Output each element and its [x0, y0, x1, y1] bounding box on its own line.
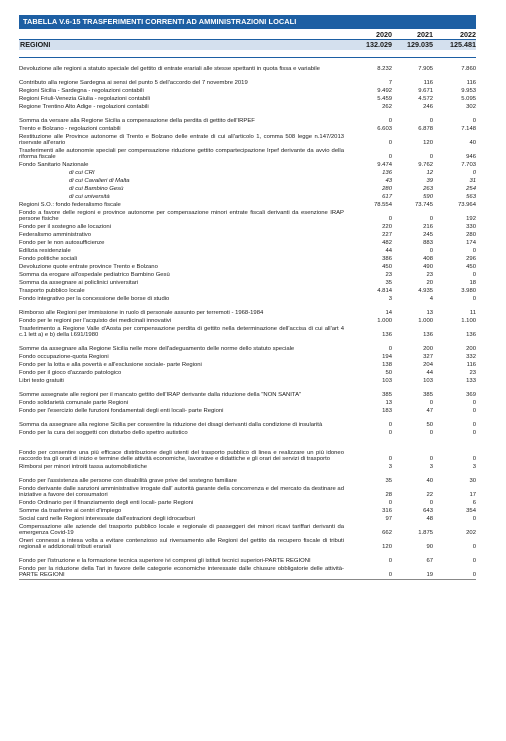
value-2022: 23 [469, 369, 476, 376]
value-2021: 120 [423, 139, 433, 146]
table-row [19, 254, 476, 262]
value-2021: 327 [423, 353, 433, 360]
value-2022: 11 [469, 309, 476, 316]
table-row [19, 200, 476, 208]
value-2020: 0 [388, 117, 392, 124]
value-2022: 0 [472, 455, 476, 462]
table-row [19, 462, 476, 470]
value-2020: 194 [382, 353, 392, 360]
value-2022: 280 [466, 231, 476, 238]
value-2021: 47 [426, 407, 433, 414]
table-row [19, 514, 476, 522]
value-2021: 4.935 [418, 287, 433, 294]
value-2022: 7.148 [461, 125, 476, 132]
table-row [19, 316, 476, 324]
value-2020: 14 [385, 309, 392, 316]
value-2021: 246 [423, 103, 433, 110]
row-label: Fondo Sanitario Nazionale [19, 161, 89, 168]
value-2021: 44 [426, 369, 433, 376]
value-2020: 23 [385, 271, 392, 278]
value-2020: 0 [388, 499, 392, 506]
table-row [19, 160, 476, 168]
value-2021: 3 [429, 463, 433, 470]
value-2020: 35 [385, 279, 392, 286]
value-2021: 48 [426, 515, 433, 522]
table-row [19, 110, 476, 124]
value-2022: 0 [472, 429, 476, 436]
table-row [19, 278, 476, 286]
value-2020: 385 [382, 391, 392, 398]
value-2021: 39 [426, 177, 433, 184]
value-2021: 408 [423, 255, 433, 262]
value-2022: 18 [469, 279, 476, 286]
table-row [19, 470, 476, 484]
value-2020: 183 [382, 407, 392, 414]
row-label: Regioni S.O.: fondo federalismo fiscale [19, 201, 121, 208]
value-2020: 43 [385, 177, 392, 184]
table-row [19, 72, 476, 86]
value-2020: 50 [385, 369, 392, 376]
row-label: Federalismo amministrativo [19, 231, 92, 238]
table-row [19, 536, 476, 550]
value-2021: 22 [426, 491, 433, 498]
row-label: Fondo per le regioni per l'acquisto dei medicinali innovativi [19, 317, 172, 324]
table-row [19, 338, 476, 352]
value-2020: 8.232 [377, 65, 392, 72]
value-2022: 0 [472, 271, 476, 278]
value-2022: 200 [466, 345, 476, 352]
value-2022: 17 [469, 491, 476, 498]
value-2021: 0 [429, 153, 433, 160]
value-2022: 0 [472, 117, 476, 124]
value-2022: 563 [466, 193, 476, 200]
value-2021: 13 [426, 309, 433, 316]
value-2022: 0 [472, 295, 476, 302]
value-2021: 1.875 [418, 529, 433, 536]
table-row [19, 208, 476, 222]
row-label: Fondo politiche sociali [19, 255, 77, 262]
value-2022: 73.964 [457, 201, 476, 208]
table-row [19, 352, 476, 360]
value-2022: 7.703 [461, 161, 476, 168]
year-2022: 2022 [460, 30, 476, 39]
value-2021: 4 [429, 295, 433, 302]
value-2022: 174 [466, 239, 476, 246]
value-2021: 590 [423, 193, 433, 200]
total-label: REGIONI [20, 40, 51, 49]
value-2020: 5.459 [377, 95, 392, 102]
row-label: Fondo per l'esercizio delle funzioni fondamentali degli enti locali- parte Regioni [19, 407, 224, 414]
row-label: Fondo a favore delle regioni e province autonome per compensazione minori entrate fiscali derivanti da esenzione IRAP persone fisiche [19, 209, 344, 222]
value-2021: 245 [423, 231, 433, 238]
value-2021: 6.878 [418, 125, 433, 132]
row-label: Fondo integrativo per la concessione delle borse di studio [19, 295, 170, 302]
row-label: di cui Cavalieri di Malta [69, 177, 130, 184]
value-2020: 386 [382, 255, 392, 262]
value-2021: 0 [429, 499, 433, 506]
table-row [19, 168, 476, 176]
value-2021: 216 [423, 223, 433, 230]
table-row [19, 286, 476, 294]
value-2021: 19 [426, 571, 433, 578]
row-label: Fondo derivante dalle sanzioni amministrative irrogate dall' autorità garante della concorrenza e del mercato da destinare ad iniziative a favore dei consumatori [19, 485, 344, 498]
value-2022: 0 [472, 421, 476, 428]
value-2021: 490 [423, 263, 433, 270]
table-row [19, 58, 476, 72]
value-2020: 120 [382, 543, 392, 550]
table-row [19, 398, 476, 406]
row-label: Fondo solidarietà comunale parte Regioni [19, 399, 129, 406]
value-2020: 262 [382, 103, 392, 110]
value-2022: 136 [466, 331, 476, 338]
value-2020: 6.603 [377, 125, 392, 132]
value-2022: 0 [472, 407, 476, 414]
value-2020: 4.814 [377, 287, 392, 294]
row-label: Oneri connessi a intesa volta a evitare contenzioso sul riversamento alle Regioni del gettito da recupero fiscale di tributi regionali e addizionali tributi erariali [19, 537, 344, 550]
row-label: Devoluzione quote entrate province Trento e Bolzano [19, 263, 158, 270]
value-2020: 0 [388, 153, 392, 160]
row-label: Trasporto pubblico locale [19, 287, 85, 294]
value-2021: 263 [423, 185, 433, 192]
row-label: Fondo per la lotta e alla povertà e all'esclusione sociale- parte Regioni [19, 361, 202, 368]
table-row [19, 94, 476, 102]
value-2021: 50 [426, 421, 433, 428]
value-2020: 227 [382, 231, 392, 238]
value-2022: 0 [472, 399, 476, 406]
row-label: Social card nelle Regioni interessate dall'estrazioni degli idrocarburi [19, 515, 195, 522]
value-2022: 133 [466, 377, 476, 384]
bottom-rule [19, 579, 476, 580]
row-label: Fondo Ordinario per il finanziamento degli enti locali- parte Regioni [19, 499, 194, 506]
value-2022: 369 [466, 391, 476, 398]
row-label: Fondo per l'istruzione e la formazione tecnica superiore ivi compresi gli istituti tecnici superiori-PARTE REGIONI [19, 557, 311, 564]
value-2022: 946 [466, 153, 476, 160]
value-2022: 354 [466, 507, 476, 514]
value-2020: 136 [382, 331, 392, 338]
row-label: Libri testo gratuiti [19, 377, 64, 384]
row-label: Somma da assegnare alla regione Sicilia per consentire la riduzione dei disagi derivanti dalla condizione di insularità [19, 421, 323, 428]
year-2021: 2021 [417, 30, 433, 39]
value-2020: 9.474 [377, 161, 392, 168]
value-2020: 9.492 [377, 87, 392, 94]
table-row [19, 406, 476, 414]
total-2020: 132.029 [366, 40, 392, 49]
table-row [19, 184, 476, 192]
row-label: Somma da assegnare ai policlinici universitari [19, 279, 139, 286]
value-2022: 330 [466, 223, 476, 230]
row-label: di cui Bambino Gesù [69, 185, 124, 192]
value-2022: 202 [466, 529, 476, 536]
value-2021: 0 [429, 247, 433, 254]
document-page [19, 15, 476, 580]
value-2021: 12 [426, 169, 433, 176]
value-2020: 0 [388, 345, 392, 352]
table-row [19, 436, 476, 462]
row-label: Fondo per consentire una più efficace distribuzione degli utenti del trasporto pubblico di linea e realizzare un più idoneo raccordo tra gli orari di inizio e termine delle attività economiche, lavorative e didattiche e gli orari dei servizi di trasporto [19, 449, 344, 462]
value-2022: 5.095 [461, 95, 476, 102]
value-2022: 9.953 [461, 87, 476, 94]
value-2021: 0 [429, 215, 433, 222]
table-row [19, 124, 476, 132]
total-2022: 125.481 [450, 40, 476, 49]
header-spacer [19, 31, 351, 39]
value-2020: 138 [382, 361, 392, 368]
row-label: Rimborso alle Regioni per immissione in ruolo di personale assunto per terremoti - 1968-1984 [19, 309, 264, 316]
value-2022: 0 [472, 247, 476, 254]
year-header-row [19, 31, 476, 39]
value-2020: 482 [382, 239, 392, 246]
value-2022: 0 [472, 557, 476, 564]
table-row [19, 238, 476, 246]
value-2020: 450 [382, 263, 392, 270]
value-2020: 13 [385, 399, 392, 406]
value-2021: 116 [423, 79, 433, 86]
row-label: Regioni Friuli-Venezia Giulia - regolazioni contabili [19, 95, 150, 102]
value-2021: 20 [426, 279, 433, 286]
table-row [19, 428, 476, 436]
value-2021: 67 [426, 557, 433, 564]
value-2020: 35 [385, 477, 392, 484]
value-2020: 220 [382, 223, 392, 230]
value-2022: 192 [466, 215, 476, 222]
value-2020: 316 [382, 507, 392, 514]
total-2021: 129.035 [407, 40, 433, 49]
row-label: Fondo per il gioco d'azzardo patologico [19, 369, 122, 376]
table-row [19, 368, 476, 376]
value-2022: 7.860 [461, 65, 476, 72]
row-label: Trento e Bolzano - regolazioni contabili [19, 125, 121, 132]
table-row [19, 192, 476, 200]
value-2022: 1.100 [461, 317, 476, 324]
value-2022: 0 [472, 515, 476, 522]
value-2020: 78.554 [373, 201, 392, 208]
table-row [19, 550, 476, 564]
value-2021: 1.000 [418, 317, 433, 324]
row-label: Rimborsi per minori introiti tassa automobilistiche [19, 463, 148, 470]
value-2022: 3 [472, 463, 476, 470]
table-row [19, 414, 476, 428]
value-2022: 302 [466, 103, 476, 110]
row-label: Fondo per la cura dei soggetti con disturbo dello spettro autistico [19, 429, 188, 436]
value-2022: 0 [472, 169, 476, 176]
table-row [19, 222, 476, 230]
value-2020: 0 [388, 557, 392, 564]
table-row [19, 132, 476, 146]
row-label: Restituzione alle Province autonome di Trento e Bolzano delle entrate di cui all'articolo 1, comma 508 legge n.147/2013 riservate all'erario [19, 133, 344, 146]
row-label: Fondo per il sostegno alle locazioni [19, 223, 112, 230]
table-row [19, 294, 476, 302]
row-label: Fondo per la riduzione della Tari in favore delle categorie economiche interessate dalle chiusure obbligatorie delle attività-PARTE REGIONI [19, 565, 344, 578]
row-label: Somme da trasferire ai centri d'impiego [19, 507, 122, 514]
value-2020: 7 [388, 79, 392, 86]
table-row [19, 146, 476, 160]
table-title: TABELLA V.6-15 TRASFERIMENTI CORRENTI AD AMMINISTRAZIONI LOCALI [19, 15, 476, 29]
value-2020: 3 [388, 295, 392, 302]
table-row [19, 564, 476, 578]
value-2021: 23 [426, 271, 433, 278]
row-label: Compensazione alle aziende del trasporto pubblico locale e regionale di passeggeri dei minori ricavi tariffari derivanti da emergenza Covid-19 [19, 523, 344, 536]
value-2021: 0 [429, 399, 433, 406]
value-2020: 0 [388, 455, 392, 462]
row-label: Somme da assegnare alla Regione Sicilia nelle more dell'adeguamento delle norme dello statuto speciale [19, 345, 295, 352]
value-2021: 0 [429, 455, 433, 462]
value-2021: 136 [423, 331, 433, 338]
table-header [19, 31, 476, 58]
value-2020: 1.000 [377, 317, 392, 324]
value-2021: 204 [423, 361, 433, 368]
value-2022: 332 [466, 353, 476, 360]
table-row [19, 102, 476, 110]
value-2021: 643 [423, 507, 433, 514]
value-2020: 28 [385, 491, 392, 498]
table-row [19, 324, 476, 338]
value-2021: 90 [426, 543, 433, 550]
table-row [19, 270, 476, 278]
value-2020: 0 [388, 215, 392, 222]
value-2020: 44 [385, 247, 392, 254]
value-2020: 280 [382, 185, 392, 192]
row-label: Fondo occupazione-quota Regioni [19, 353, 109, 360]
value-2021: 385 [423, 391, 433, 398]
value-2021: 9.671 [418, 87, 433, 94]
table-row [19, 384, 476, 398]
value-2022: 31 [469, 177, 476, 184]
row-label: di cui CRI [69, 169, 95, 176]
value-2021: 9.762 [418, 161, 433, 168]
row-label: Regioni Sicilia - Sardegna - regolazioni contabili [19, 87, 144, 94]
value-2021: 40 [426, 477, 433, 484]
value-2022: 30 [469, 477, 476, 484]
table-row [19, 484, 476, 498]
value-2022: 0 [472, 543, 476, 550]
table-row [19, 522, 476, 536]
row-label: Somma da versare alla Regione Sicilia a compensazione della perdita di gettito dell'IRPEF [19, 117, 255, 124]
value-2020: 617 [382, 193, 392, 200]
row-label: di cui università [69, 193, 110, 200]
value-2020: 662 [382, 529, 392, 536]
table-row [19, 176, 476, 184]
year-2020: 2020 [376, 30, 392, 39]
value-2020: 136 [382, 169, 392, 176]
value-2022: 40 [469, 139, 476, 146]
row-label: Edilizia residenziale [19, 247, 71, 254]
value-2021: 0 [429, 429, 433, 436]
row-label: Regione Trentino Alto Adige - regolazioni contabili [19, 103, 149, 110]
row-label: Somme assegnate alle regioni per il mancato gettito dell'IRAP derivante dalla riduzione della "NON SANITA" [19, 391, 302, 398]
row-label: Contributo alla regione Sardegna ai sensi del punto 5 dell'accordo del 7 novembre 2019 [19, 79, 248, 86]
value-2022: 254 [466, 185, 476, 192]
value-2021: 0 [429, 117, 433, 124]
total-row [19, 39, 476, 50]
value-2020: 103 [382, 377, 392, 384]
value-2021: 103 [423, 377, 433, 384]
table-row [19, 360, 476, 368]
value-2020: 0 [388, 571, 392, 578]
table-row [19, 506, 476, 514]
value-2021: 4.572 [418, 95, 433, 102]
row-label: Trasferimenti alle autonomie speciali per compensazione riduzione gettito compartecipazione Irpef derivante da avvio della riforma fiscale [19, 147, 344, 160]
row-label: Somma da erogare all'ospedale pediatrico Bambino Gesù [19, 271, 170, 278]
value-2022: 6 [472, 499, 476, 506]
table-row [19, 86, 476, 94]
row-label: Fondo per l'assistenza alle persone con disabilità grave prive del sostegno familiare [19, 477, 237, 484]
value-2022: 3.980 [461, 287, 476, 294]
value-2020: 0 [388, 421, 392, 428]
value-2021: 200 [423, 345, 433, 352]
value-2022: 116 [466, 79, 476, 86]
table-body [19, 58, 476, 578]
row-label: Fondo per le non autosufficienze [19, 239, 105, 246]
value-2022: 116 [466, 361, 476, 368]
value-2020: 3 [388, 463, 392, 470]
table-row [19, 498, 476, 506]
value-2021: 73.745 [414, 201, 433, 208]
value-2020: 0 [388, 429, 392, 436]
table-row [19, 376, 476, 384]
value-2022: 296 [466, 255, 476, 262]
value-2022: 0 [472, 571, 476, 578]
value-2021: 7.905 [418, 65, 433, 72]
row-label: Devoluzione alle regioni a statuto speciale del gettito di entrate erariali alle stesse spettanti in quota fissa e variabile [19, 65, 320, 72]
table-row [19, 230, 476, 238]
row-label: Trasferimento a Regione Valle d'Aosta per compensazione perdita di gettito nella determinazione dell'accisa di cui all'art 4 c.1 lett a) e b) della l.691/1980 [19, 325, 344, 338]
value-2020: 0 [388, 139, 392, 146]
value-2021: 883 [423, 239, 433, 246]
table-row [19, 262, 476, 270]
table-row [19, 302, 476, 316]
table-row [19, 246, 476, 254]
value-2020: 97 [385, 515, 392, 522]
value-2022: 450 [466, 263, 476, 270]
